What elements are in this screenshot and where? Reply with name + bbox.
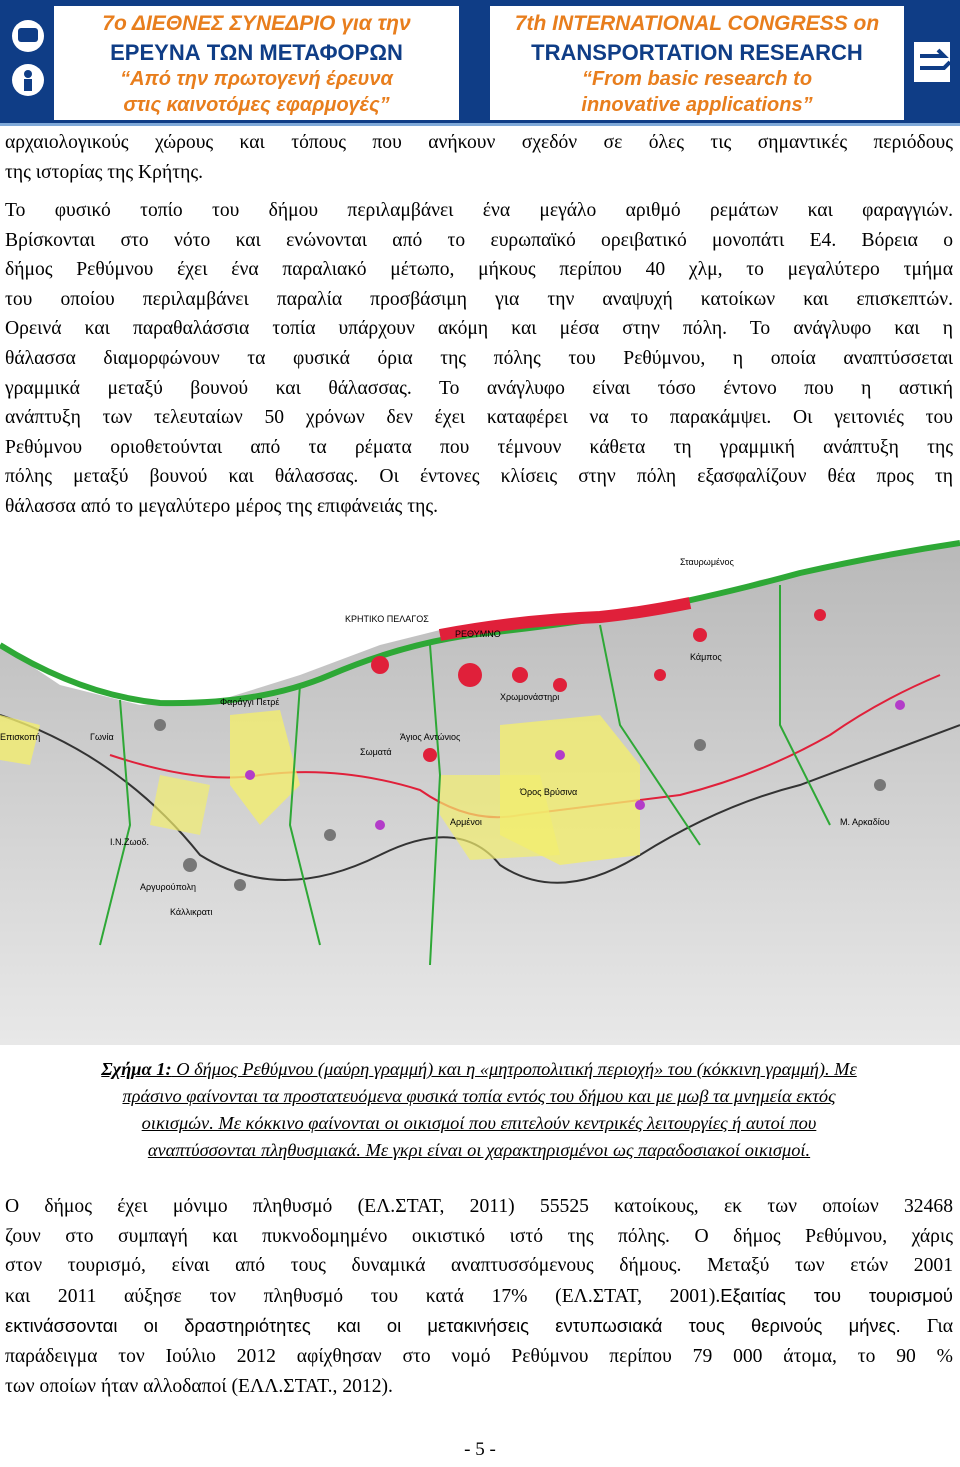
text-line: δήμος Ρεθύμνου έχει ένα παραλιακό μέτωπο, μήκους περίπου 40 χλμ, το μεγαλύτερο τμήμα	[5, 259, 953, 281]
text-line: πόλης μεταξύ βουνού και θάλασσας. Οι έντονες κλίσεις στην πόλη εξασφαλίζουν θέα προς τη	[5, 466, 953, 488]
caption-label: Σχήμα 1:	[101, 1059, 172, 1079]
map-label-argyroupoli: Αργυρούπολη	[140, 882, 197, 892]
text-line: Το φυσικό τοπίο του δήμου περιλαμβάνει ένα μεγάλο αριθμό ρεμάτων και φαραγγιών.	[5, 200, 953, 221]
text-segment: εκτινάσσονται οι δραστηριότητες και οι μετακινήσεις εντυπωσιακά τους θερινούς μήνες.	[5, 1315, 901, 1337]
transport-modes-icon	[4, 8, 52, 118]
text-line: ανάπτυξη των τελευταίων 50 χρόνων δεν έχει καταφέρει να το παρακάμψει. Οι γειτονιές του	[5, 407, 953, 429]
paragraph-3	[5, 1192, 953, 1401]
caption-line: αναπτύσσονται πληθυσμιακά. Με γκρι είναι οι χαρακτηρισμένοι ως παραδοσιακοί οικισμοί.	[147, 1140, 811, 1160]
map-label-sea: ΚΡΗΤΙΚΟ ΠΕΛΑΓΟΣ	[345, 614, 429, 624]
text-line: ζουν στο συμπαγή και πυκνοδομημένο οικιστικό ιστό της πόλης. Ο δήμος Ρεθύμνου, χάρις	[5, 1225, 953, 1247]
caption-line: οικισμών. Με κόκκινο φαίνονται οι οικισμοί που επιτελούν κεντρικές λειτουργίες ή αυτοί που	[141, 1113, 817, 1133]
map-label-vrysina: Όρος Βρύσινα	[520, 787, 578, 797]
map-label-inaxi: Ι.Ν.Ζωοδ.	[110, 837, 150, 847]
text-line: της ιστορίας της Κρήτης.	[5, 161, 203, 183]
banner-english-line4: innovative applications”	[581, 94, 813, 116]
banner-english-line2: TRANSPORTATION RESEARCH	[531, 40, 863, 65]
paragraph-2	[5, 196, 953, 522]
banner-greek-line4: στις καινοτόμες εφαρμογές”	[123, 94, 390, 116]
map-label-petres: Φαράγγι Πετρέ	[220, 697, 280, 707]
text-line	[5, 1311, 953, 1342]
banner-english-line1: 7th INTERNATIONAL CONGRESS on	[514, 12, 880, 35]
text-line: παράδειγμα τον Ιούλιο 2012 αφίχθησαν στο νομό Ρεθύμνου περίπου 79 000 άτομα, το 90 %	[5, 1345, 953, 1367]
text-line: Ορεινά και παραθαλάσσια τοπία υπάρχουν ακόμη και μέσα στην πόλη. Το ανάγλυφο και η	[5, 318, 953, 340]
map-label-kampos: Κάμπος	[690, 652, 722, 662]
figure-caption	[5, 1056, 953, 1164]
banner-greek-line2: ΕΡΕΥΝΑ ΤΩΝ ΜΕΤΑΦΟΡΩΝ	[110, 40, 403, 65]
text-line: Ρεθύμνου οριοθετούνται από τα ρέματα που τέμνουν κάθετα τη γραμμική ανάπτυξη της	[5, 436, 953, 458]
map-label-agnorinoi: Άγιος Αντώνιος	[400, 732, 461, 742]
text-line: των οποίων ήταν αλλοδαποί (ΕΛΛ.ΣΤΑΤ., 2012).	[5, 1375, 393, 1397]
map-label-arkadi: Μ. Αρκαδίου	[840, 817, 890, 827]
text-segment: Εξαιτίας του τουρισμού	[720, 1284, 953, 1306]
text-line: θάλασσα διαμορφώνουν τα φυσικά όρια της πόλης του Ρεθύμνου, η οποία αναπτύσσεται	[5, 347, 953, 369]
text-line: γραμμικά μεταξύ βουνού και θάλασσας. Το ανάγλυφο είναι τόσο έντονο που η αστική	[5, 377, 953, 399]
text-line	[5, 1281, 953, 1312]
caption-line: Ο δήμος Ρεθύμνου (μαύρη γραμμή) και η «μητροπολιτική περιοχή» του (κόκκινη γραμμή). Με	[171, 1059, 857, 1079]
map-label-kallikrati: Κάλλικρατι	[170, 907, 213, 917]
banner-english	[490, 6, 904, 120]
banner-english-line3: “From basic research to	[581, 68, 813, 90]
map-label-gonia: Γωνία	[90, 732, 114, 742]
banner-greek-line3: “Από την πρωτογενή έρευνα	[120, 68, 393, 90]
conference-banner	[0, 0, 960, 126]
banner-greek-line1: 7ο ΔΙΕΘΝΕΣ ΣΥΝΕΔΡΙΟ για την	[102, 12, 411, 35]
natural-landscape	[150, 775, 210, 835]
road-sign-icon	[908, 8, 956, 118]
map-label-episkopi: Επισκοπή	[0, 732, 41, 742]
text-line: του οποίου περιλαμβάνει παραλία προσβάσιμη για την αναψυχή κατοίκων και επισκεπτών.	[5, 288, 953, 310]
rethymno-municipality-map	[0, 525, 960, 1045]
page-number: - 5 -	[464, 1439, 496, 1460]
map-label-soymata: Σωματά	[360, 747, 392, 757]
banner-greek	[54, 6, 459, 120]
text-line: Ο δήμος έχει μόνιμο πληθυσμό (ΕΛ.ΣΤΑΤ, 2011) 55525 κατοίκους, εκ των οποίων 32468	[5, 1196, 953, 1217]
map-label-chromonastiri: Χρωμονάστηρι	[500, 692, 560, 702]
map-label-city: ΡΕΘΥΜΝΟ	[455, 629, 501, 639]
text-line: Βρίσκονται στο νότο και ενώνονται από το ευρωπαϊκό ορειβατικό μονοπάτι Ε4. Βόρεια ο	[5, 229, 953, 251]
text-segment: και 2011 αύξησε τον πληθυσμό του κατά 17% (ΕΛ.ΣΤΑΤ, 2001).	[5, 1285, 721, 1307]
map-label-armeni: Αρμένοι	[450, 817, 482, 827]
text-line: αρχαιολογικούς χώρους και τόπους που ανήκουν σχεδόν σε όλες τις σημαντικές περιόδους	[5, 132, 953, 153]
text-line: στον τουρισμό, είναι από τους δυναμικά αναπτυσσόμενους δήμους. Μεταξύ των ετών 2001	[5, 1255, 953, 1277]
text-line: θάλασσα από το μεγαλύτερο μέρος της επιφάνειάς της.	[5, 495, 438, 517]
paragraph-1	[5, 128, 953, 187]
text-segment: Για	[900, 1316, 953, 1338]
map-label-stavromenos: Σταυρωμένος	[680, 557, 734, 567]
caption-line: πράσινο φαίνονται τα προστατευόμενα φυσικά τοπία εντός του δήμου και με μωβ τα μνημεία εκτός	[122, 1086, 836, 1106]
